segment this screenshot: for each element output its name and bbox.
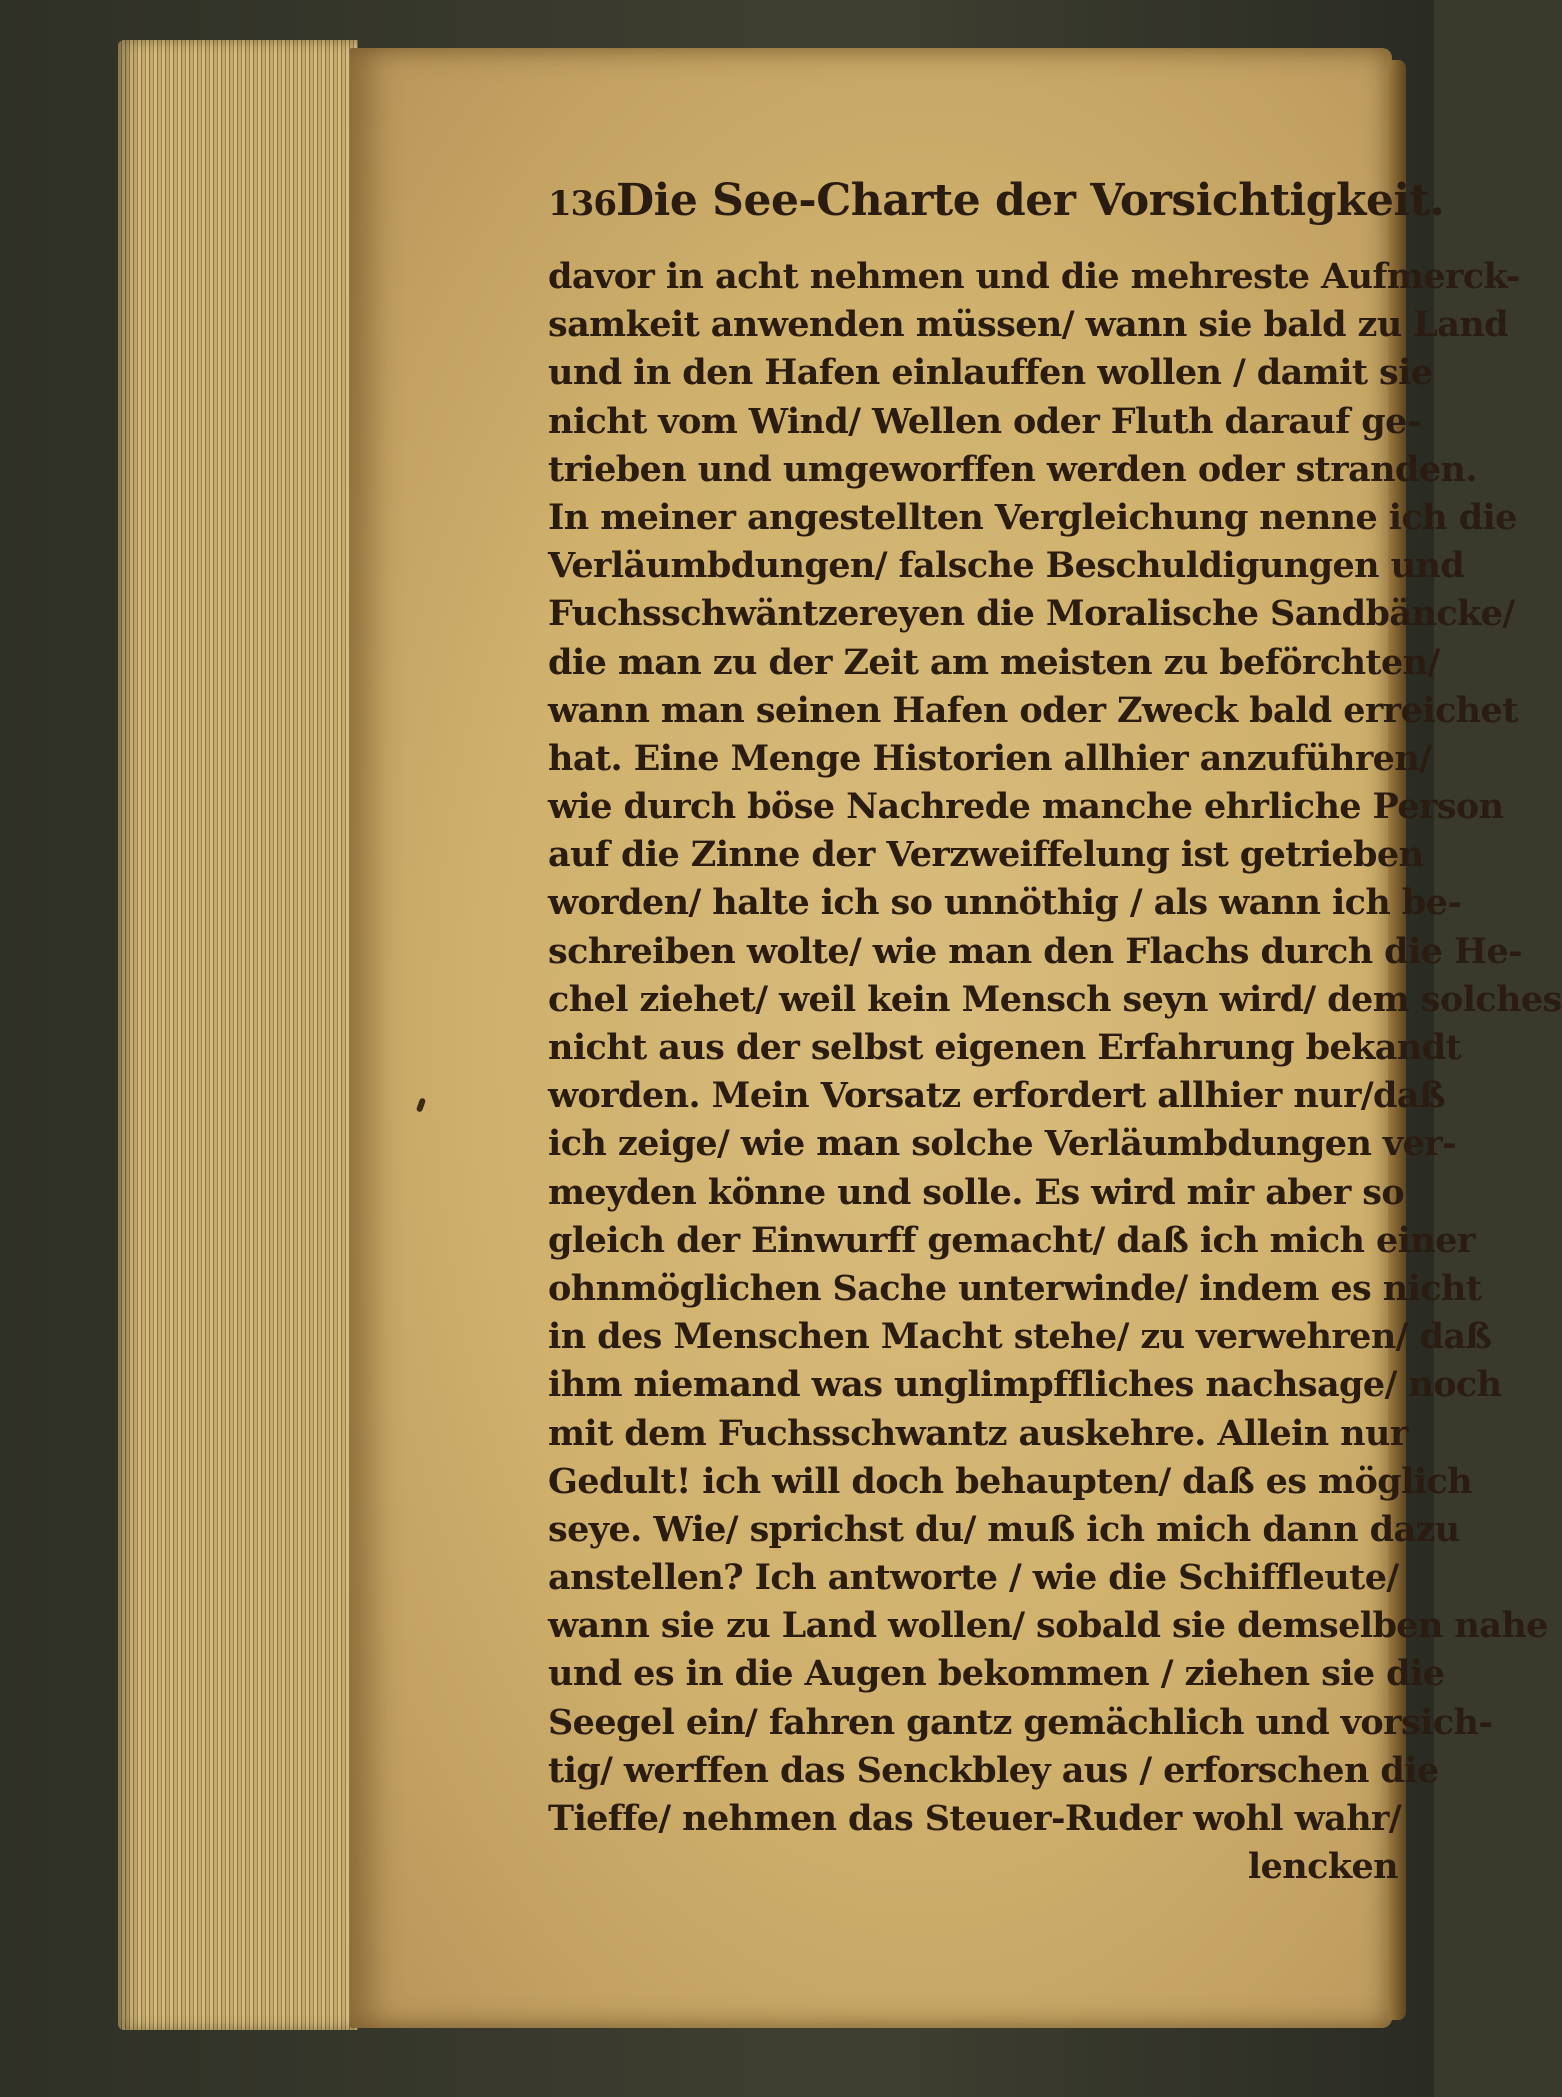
- text-line: ich zeige/ wie man solche Verläumbdungen ver-: [548, 1123, 1457, 1165]
- text-line: ihm niemand was unglimpffliches nachsage/ noch: [548, 1364, 1502, 1406]
- text-line: ohnmöglichen Sache unterwinde/ indem es nicht: [548, 1267, 1482, 1309]
- text-line: die man zu der Zeit am meisten zu beförchten/: [548, 641, 1440, 683]
- text-line: Fuchsschwäntzereyen die Moralische Sandbäncke/: [548, 593, 1515, 635]
- text-line: und es in die Augen bekommen / ziehen sie die: [548, 1653, 1445, 1695]
- text-line: nicht aus der selbst eigenen Erfahrung bekandt: [548, 1027, 1462, 1068]
- text-line: gleich der Einwurff gemacht/ daß ich mich einer: [548, 1219, 1475, 1261]
- page-header: [548, 175, 1445, 245]
- text-line: seye. Wie/ sprichst du/ muß ich mich dann dazu: [548, 1508, 1460, 1550]
- page-number: 136: [548, 184, 616, 224]
- text-line: worden. Mein Vorsatz erfordert allhier nur/daß: [548, 1075, 1445, 1117]
- text-line: anstellen? Ich antworte / wie die Schiffleute/: [548, 1557, 1399, 1599]
- text-line: Seegel ein/ fahren gantz gemächlich und vorsich-: [548, 1701, 1493, 1743]
- text-line: In meiner angestellten Vergleichung nenne ich die: [548, 496, 1517, 538]
- text-line: nicht vom Wind/ Wellen oder Fluth darauf ge-: [548, 400, 1421, 442]
- text-line: in des Menschen Macht stehe/ zu verwehren/ daß: [548, 1316, 1492, 1358]
- text-line: wann man seinen Hafen oder Zweck bald erreichet: [548, 689, 1518, 731]
- text-line: auf die Zinne der Verzweiffelung ist getrieben: [548, 834, 1424, 876]
- body-text: [548, 253, 1562, 1843]
- text-line: tig/ werffen das Senckbley aus / erforschen die: [548, 1749, 1439, 1791]
- text-line: trieben und umgeworffen werden oder stranden.: [548, 448, 1477, 490]
- text-line: hat. Eine Menge Historien allhier anzuführen/: [548, 737, 1432, 779]
- text-line: Gedult! ich will doch behaupten/ daß es möglich: [548, 1460, 1473, 1502]
- text-line: wann sie zu Land wollen/ sobald sie demselben nahe: [548, 1605, 1548, 1647]
- text-line: worden/ halte ich so unnöthig / als wann ich be-: [548, 882, 1462, 924]
- catchword: lencken: [1247, 1846, 1398, 1888]
- text-line: meyden könne und solle. Es wird mir aber so: [548, 1171, 1405, 1213]
- text-line: schreiben wolte/ wie man den Flachs durch die He-: [548, 930, 1523, 972]
- text-line: Tieffe/ nehmen das Steuer-Ruder wohl wahr/: [548, 1798, 1402, 1839]
- text-line: mit dem Fuchsschwantz auskehre. Allein nur: [548, 1412, 1408, 1454]
- text-line: samkeit anwenden müssen/ wann sie bald zu Land: [548, 304, 1509, 346]
- text-line: chel ziehet/ weil kein Mensch seyn wird/ dem solches: [548, 978, 1562, 1020]
- text-line: davor in acht nehmen und die mehreste Aufmerck-: [548, 256, 1520, 297]
- text-line: und in den Hafen einlauffen wollen / damit sie: [548, 352, 1433, 394]
- text-line: Verläumbdungen/ falsche Beschuldigungen und: [548, 545, 1465, 587]
- page-content: [548, 175, 1562, 1891]
- book-page-edges: [118, 40, 358, 2030]
- running-head: Die See-Charte der Vorsichtigkeit.: [615, 175, 1445, 226]
- text-line: wie durch böse Nachrede manche ehrliche Person: [548, 786, 1504, 828]
